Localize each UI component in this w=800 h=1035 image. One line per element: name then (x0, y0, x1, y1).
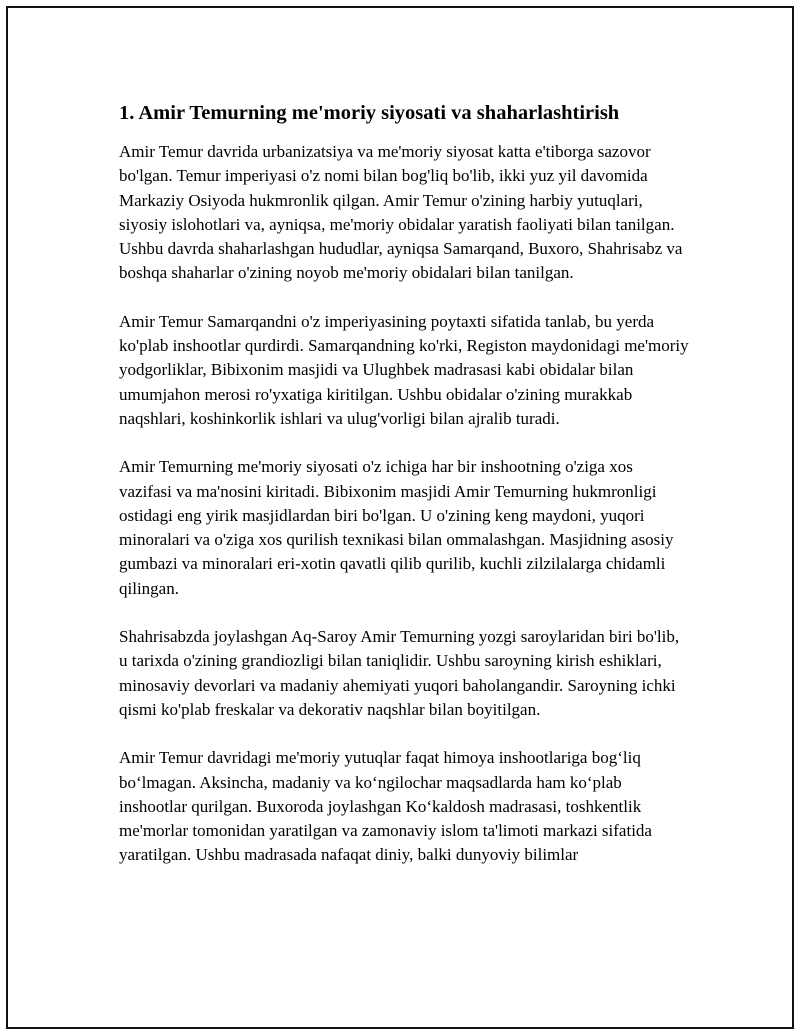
paragraph-5: Amir Temur davridagi me'moriy yutuqlar faqat himoya inshootlariga bog‘liq bo‘lmagan. Aksincha, madaniy va ko‘ngilochar maqsadlarda ham ko‘plab inshootlar qurilgan. Buxoroda joylashgan Ko‘kaldosh madrasasi, toshkentlik me'morlar tomonidan yaratilgan va zamonaviy islom ta'limoti markazi sifatida yaratilgan. Ushbu madrasada nafaqat diniy, balki dunyoviy bilimlar (119, 748, 652, 865)
document-title: 1. Amir Temurning me'moriy siyosati va shaharlashtirish (119, 102, 620, 124)
document-body (119, 100, 689, 868)
paragraph-3: Amir Temurning me'moriy siyosati o'z ichiga har bir inshootning o'ziga xos vazifasi va ma'nosini kiritadi. Bibixonim masjidi Amir Temurning hukmronligi ostidagi eng yirik masjidlardan biri bo'lgan. U o'zining keng maydoni, yuqori minoralari va o'ziga xos qurilish texnikasi bilan ommalashgan. Masjidning asosiy gumbazi va minoralari eri-xotin qavatli qilib qurilib, kuchli zilzilalarga chidamli qilingan. (119, 457, 674, 598)
paragraph-4: Shahrisabzda joylashgan Aq-Saroy Amir Temurning yozgi saroylaridan biri bo'lib, u tarixda o'zining grandiozligi bilan taniqlidir. Ushbu saroyning kirish eshiklari, minosaviy devorlari va madaniy ahemiyati yuqori baholangandir. Saroyning ichki qismi ko'plab freskalar va dekorativ naqshlar bilan boyitilgan. (119, 627, 680, 719)
paragraph-1: Amir Temur davrida urbanizatsiya va me'moriy siyosat katta e'tiborga sazovor bo'lgan. Temur imperiyasi o'z nomi bilan bog'liq bo'lib, ikki yuz yil davomida Markaziy Osiyoda hukmronlik qilgan. Amir Temur o'zining harbiy yutuqlari, siyosiy islohotlari va, ayniqsa, me'moriy obidalar yaratish faoliyati bilan tanilgan. Ushbu davrda shaharlashgan hududlar, ayniqsa Samarqand, Buxoro, Shahrisabz va boshqa shaharlar o'zining noyob me'moriy obidalari bilan tanilgan. (119, 142, 683, 283)
page-frame (6, 6, 794, 1029)
paragraph-2: Amir Temur Samarqandni o'z imperiyasining poytaxti sifatida tanlab, bu yerda ko'plab inshootlar qurdirdi. Samarqandning ko'rki, Registon maydonidagi me'moriy yodgorliklar, Bibixonim masjidi va Ulughbek madrasasi kabi obidalar bilan umumjahon merosi ro'yxatiga kiritilgan. Ushbu obidalar o'zining murakkab naqshlari, koshinkorlik ishlari va ulug'vorligi bilan ajralib turadi. (119, 311, 689, 428)
